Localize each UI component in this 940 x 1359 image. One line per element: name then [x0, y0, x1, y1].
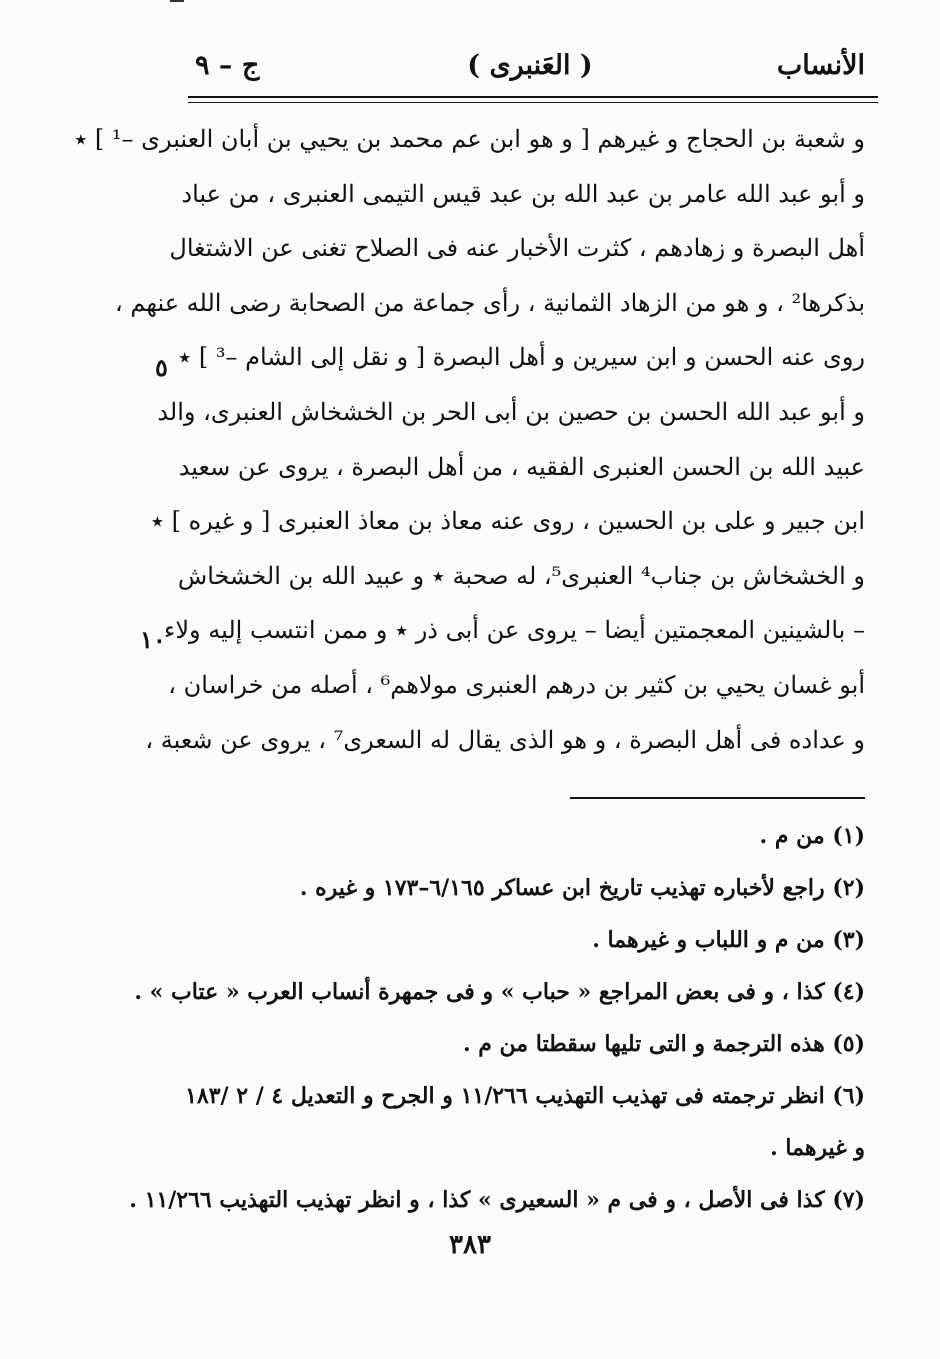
footnote: (٤) كذا ، و فى بعض المراجع « حباب » و فى جمهرة أنساب العرب « عتاب » .	[134, 979, 865, 1005]
text-line: عبيد الله بن الحسن العنبرى الفقيه ، من أهل البصرة ، يروى عن سعيد	[178, 452, 865, 481]
entry-title: ( العَنبرى )	[467, 50, 593, 81]
footnote-continuation: و غيرهما .	[770, 1135, 865, 1161]
footnote-rule	[570, 797, 865, 799]
text-line: و شعبة بن الحجاج و غيرهم [ و هو ابن عم محمد بن يحيي بن أبان العنبرى –¹ ] ٭	[74, 125, 865, 153]
text-line: و أبو عبد الله عامر بن عبد الله بن عبد قيس التيمى العنبرى ، من عباد	[181, 179, 865, 208]
book-title: الأنساب	[776, 50, 865, 81]
text-line: روى عنه الحسن و ابن سيرين و أهل البصرة [ و نقل إلى الشام –³ ] ٭	[178, 343, 865, 372]
footnote: (١) من م .	[759, 823, 865, 849]
header-rule	[188, 96, 878, 98]
footnotes	[129, 810, 865, 1226]
text-line: – بالشينين المعجمتين أيضا – يروى عن أبى ذر ٭ و ممن انتسب إليه ولاء	[164, 616, 865, 645]
scan-mark	[170, 0, 184, 2]
text-line: و الخشخاش بن جناب⁴ العنبرى⁵، له صحبة ٭ و عبيد الله بن الخشخاش	[177, 561, 865, 590]
text-line: بذكرها² ، و هو من الزهاد الثمانية ، رأى جماعة من الصحابة رضى الله عنهم ،	[115, 288, 865, 317]
line-number-10: ١٠	[140, 625, 166, 654]
header-rule-thin	[188, 102, 878, 103]
text-line: و أبو عبد الله الحسن بن حصين بن أبى الحر بن الخشخاش العنبرى، والد	[157, 397, 865, 426]
page-number: ٣٨٣	[449, 1230, 491, 1260]
footnote: (٢) راجع لأخباره تهذيب تاريخ ابن عساكر ٦/١٦٥–١٧٣ و غيره .	[299, 875, 865, 901]
footnote: (٣) من م و اللباب و غيرهما .	[592, 927, 865, 953]
footnote: (٦) انظر ترجمته فى تهذيب التهذيب ١١/٢٦٦ و الجرح و التعديل ٤ / ٢ /١٨٣	[185, 1083, 865, 1109]
line-number-5: ٥	[155, 353, 168, 382]
text-line: ابن جبير و على بن الحسين ، روى عنه معاذ بن معاذ العنبرى [ و غيره ] ٭	[150, 507, 865, 536]
volume-label: ج – ٩	[195, 50, 260, 81]
footnote: (٧) كذا فى الأصل ، و فى م « السعيرى » كذا ، و انظر تهذيب التهذيب ١١/٢٦٦ .	[129, 1187, 865, 1213]
footnote: (٥) هذه الترجمة و التى تليها سقطتا من م .	[462, 1031, 865, 1057]
text-line: أهل البصرة و زهادهم ، كثرت الأخبار عنه فى الصلاح تغنى عن الاشتغال	[169, 234, 865, 263]
text-line: و عداده فى أهل البصرة ، و هو الذى يقال له السعرى⁷ ، يروى عن شعبة ،	[145, 725, 865, 754]
text-line: أبو غسان يحيي بن كثير بن درهم العنبرى مولاهم⁶ ، أصله من خراسان ،	[168, 670, 865, 699]
running-header	[195, 50, 865, 96]
